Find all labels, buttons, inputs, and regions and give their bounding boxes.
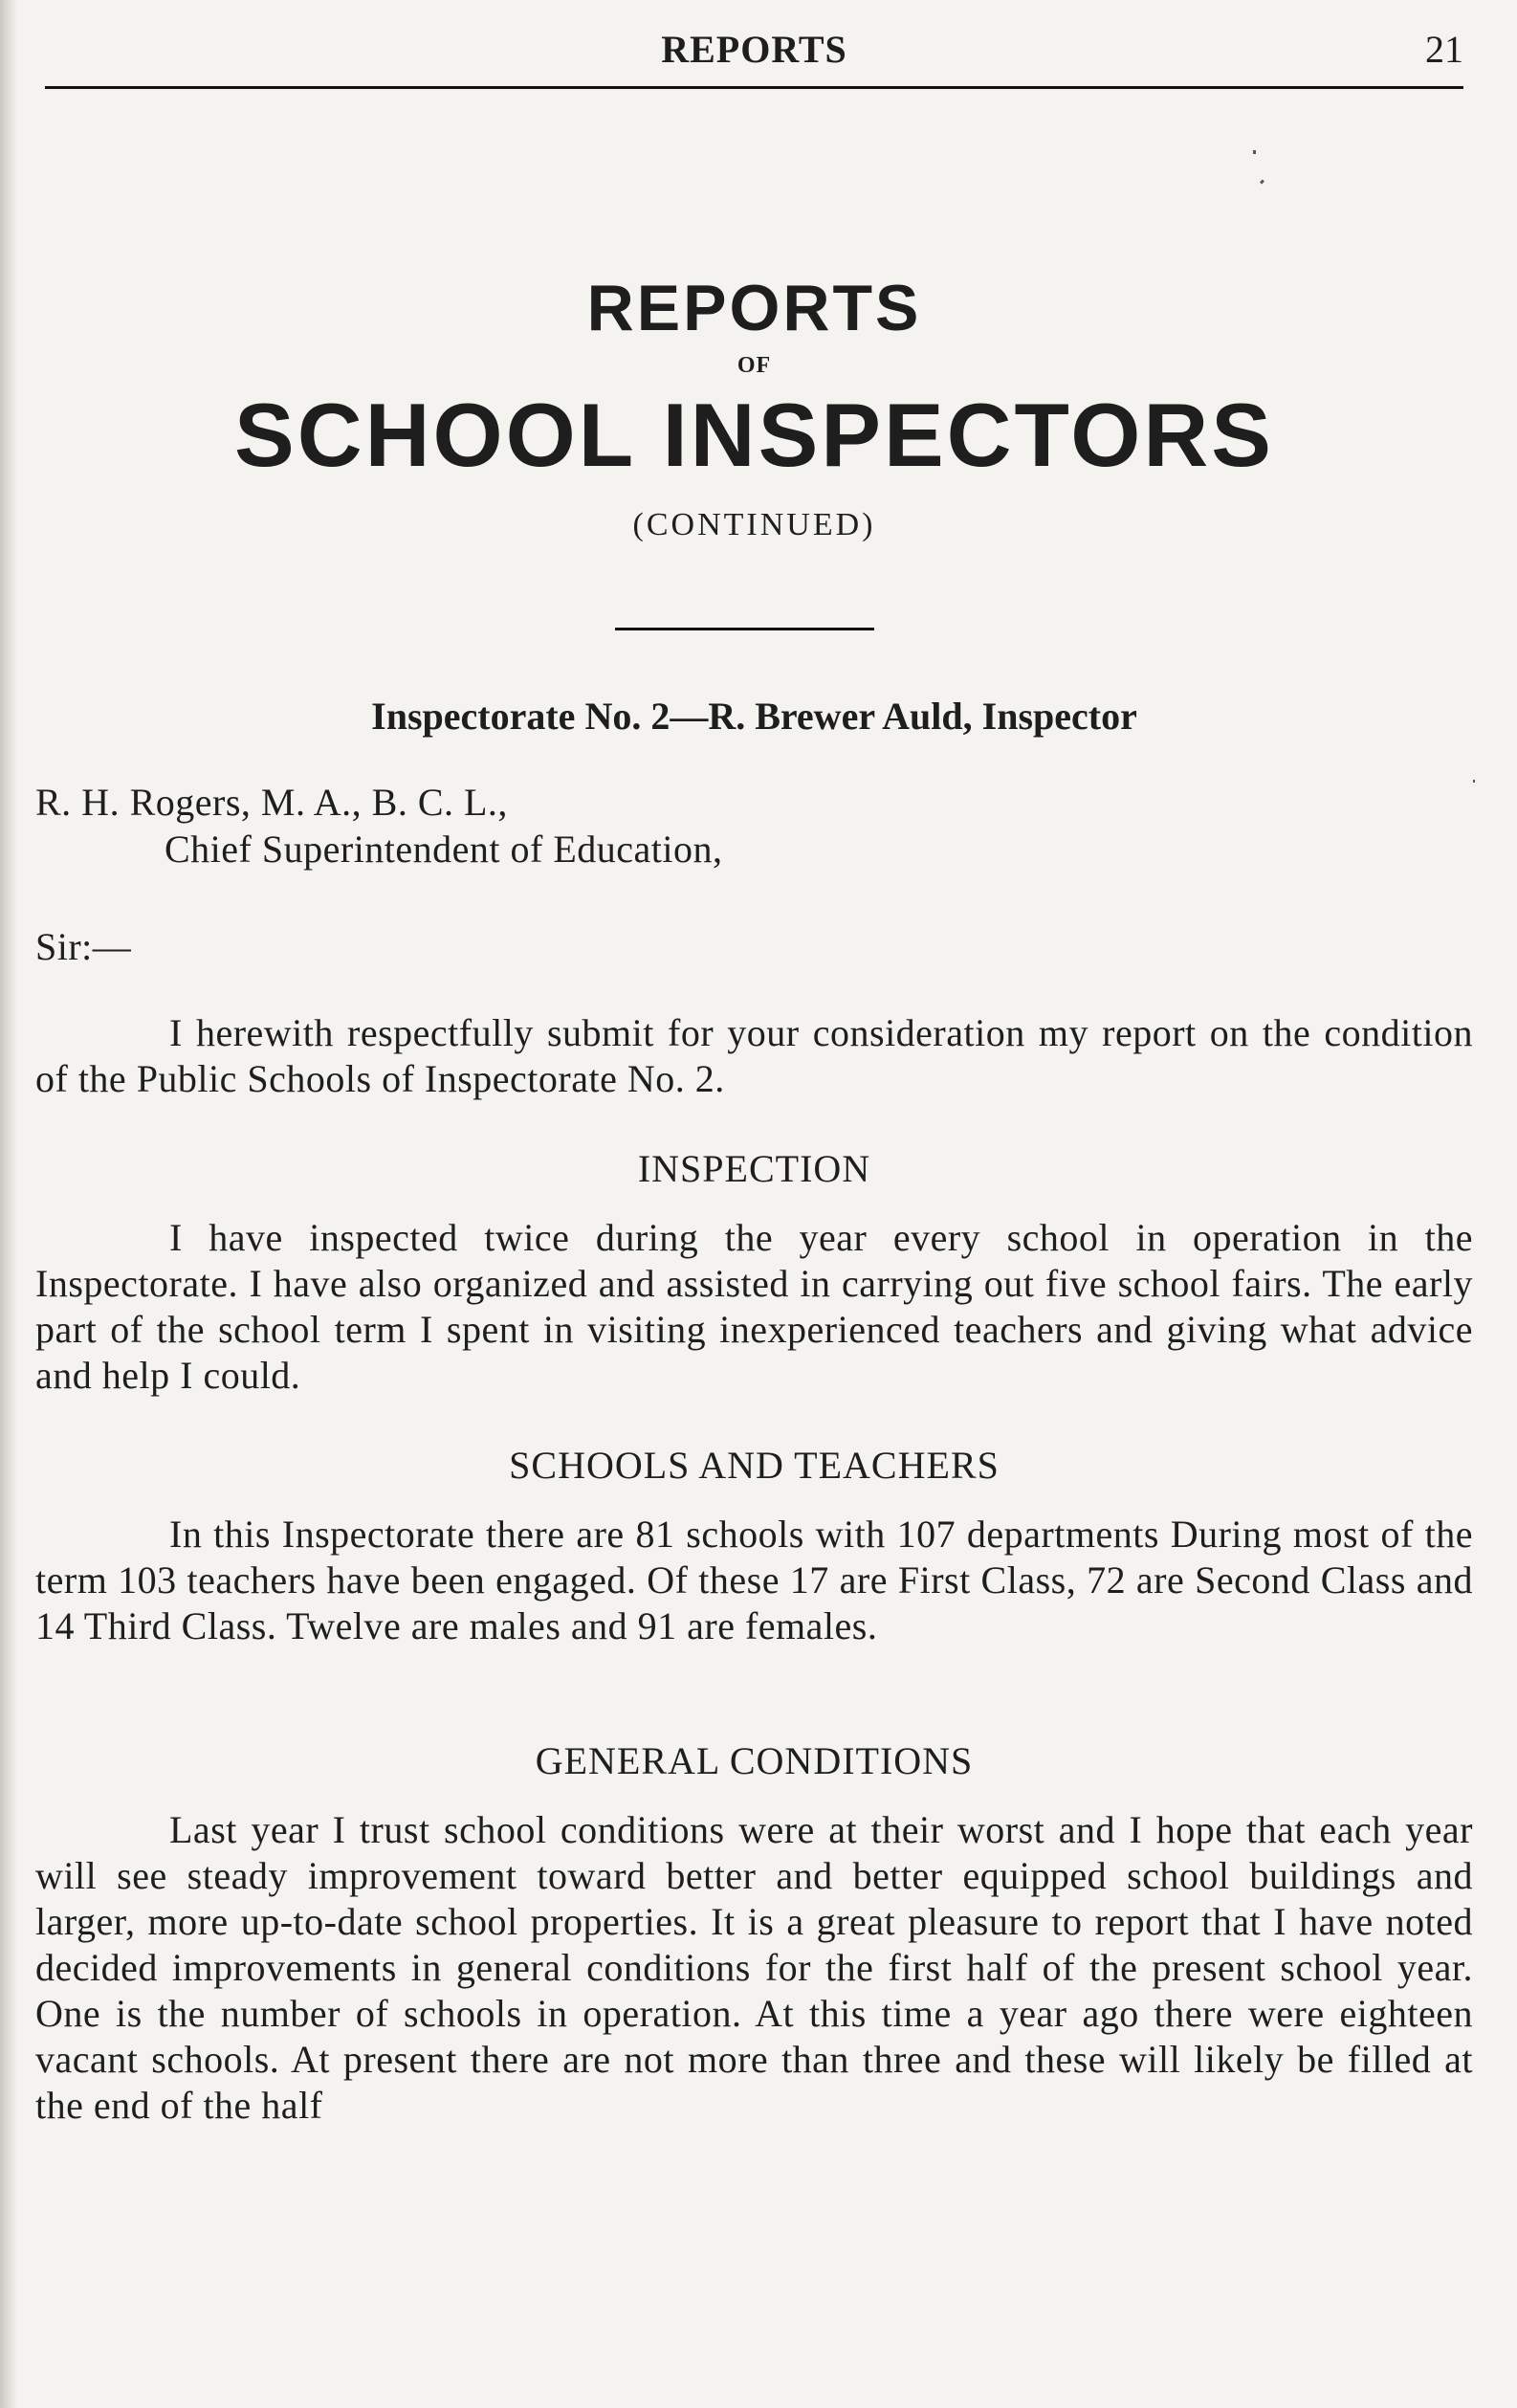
addressee-position: Chief Superintendent of Education, [165,828,723,871]
addressee-name: R. H. Rogers, M. A., B. C. L., [35,781,508,824]
title-block [45,273,1463,543]
section-text-schools-teachers: In this Inspectorate there are 81 schools with 107 departments During most of the term 103 teachers have been engaged. Of these 17 are First Class, 72 are Second Class and 14 Third Class. Twelve are males and 91 are females. [35,1513,1473,1647]
section-heading-schools-teachers: SCHOOLS AND TEACHERS [509,1444,1000,1487]
running-header [45,27,1463,94]
title-reports: REPORTS [586,272,922,344]
inspectorate-heading: Inspectorate No. 2—R. Brewer Auld, Inspector [371,695,1137,738]
print-speck [1253,150,1256,154]
section-text-inspection: I have inspected twice during the year every school in operation in the Inspectorate. I have also organized and assisted in carrying out five school fairs. The early part of the school term I spent in visiting inexperienced teachers and giving what advice and help I could. [35,1216,1473,1397]
print-speck [1260,180,1264,185]
title-school-inspectors: SCHOOL INSPECTORS [234,385,1274,485]
title-of: OF [737,353,772,378]
title-divider [615,628,874,630]
header-rule [45,86,1463,89]
section-text-general-conditions: Last year I trust school conditions were at their worst and I hope that each year will see steady improvement toward better and better equipped school buildings and larger, more up-to-date school properties. It is a great pleasure to report that I have noted decided improvements in general conditions for the first half of the present school year. One is the number of schools in operation. At this time a year ago there were eighteen vacant schools. At present there are not more than three and these will likely be filled at the end of the half [35,1808,1473,2127]
salutation: Sir:— [35,925,132,968]
section-heading-general-conditions: GENERAL CONDITIONS [535,1739,974,1782]
print-speck [1473,780,1475,783]
page-edge-shadow [0,0,17,2408]
title-continued: (CONTINUED) [632,507,876,542]
page-number: 21 [1425,28,1463,71]
section-heading-inspection: INSPECTION [637,1147,871,1190]
intro-paragraph: I herewith respectfully submit for your consideration my report on the condition of the Public Schools of Inspectorate No. 2. [35,1011,1473,1100]
running-title: REPORTS [661,28,847,71]
